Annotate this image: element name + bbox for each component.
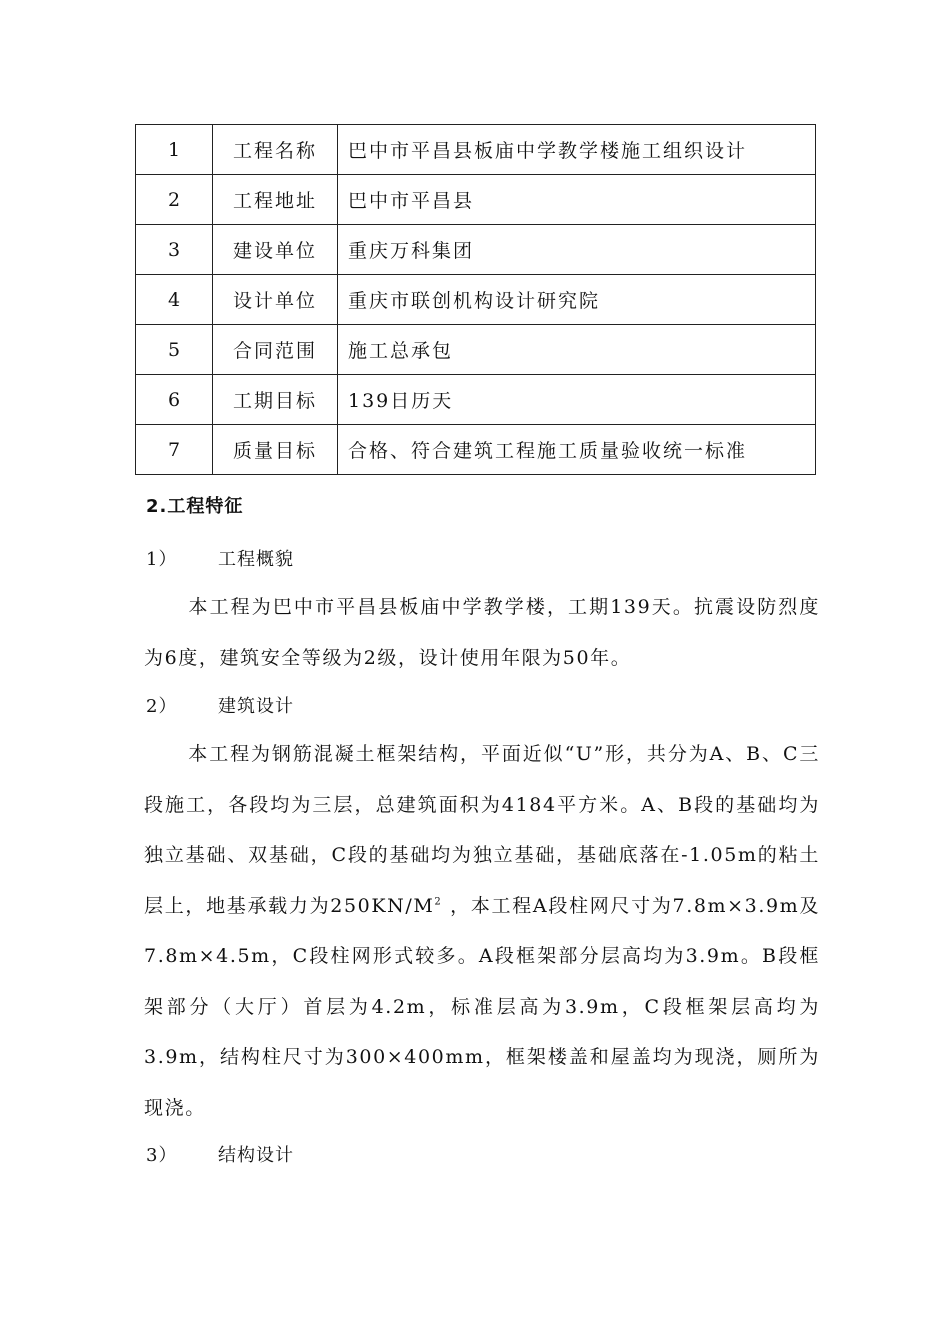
- architecture-text-b: ，本工程A段柱网尺寸为7.8m×3.9m及7.8m×4.5m，C段柱网形式较多。A段框架部分层高均为3.9m。B段框架部分（大厅）首层为4.2m，标准层高为3.9m，C段框架层高均为3.9m，结构柱尺寸为300×400mm，框架楼盖和屋盖均为现浇，厕所为现浇。: [144, 894, 820, 1119]
- row-label: 设计单位: [213, 275, 338, 325]
- architecture-text-a: 本工程为钢筋混凝土框架结构，平面近似“U”形，共分为A、B、C三段施工，各段均为三层，总建筑面积为4184平方米。A、B段的基础均为独立基础、双基础，C段的基础均为独立基础，基础底落在-1.05m的粘土层上，地基承载力为250KN/M: [144, 743, 820, 917]
- overview-paragraph: [144, 582, 820, 683]
- row-label: 工期目标: [213, 375, 338, 425]
- table-row: [136, 325, 816, 375]
- row-number: 2: [136, 175, 213, 225]
- row-value: 施工总承包: [338, 325, 816, 375]
- subsection-overview: [146, 545, 294, 571]
- row-value: 139日历天: [338, 375, 816, 425]
- row-label: 合同范围: [213, 325, 338, 375]
- subsection-architecture: [146, 692, 294, 718]
- overview-text: 本工程为巴中市平昌县板庙中学教学楼，工期139天。抗震设防烈度为6度，建筑安全等级为2级，设计使用年限为50年。: [144, 596, 820, 669]
- subsection-title: 结构设计: [218, 1145, 294, 1166]
- architecture-paragraph: [144, 729, 820, 1133]
- row-number: 5: [136, 325, 213, 375]
- row-label: 质量目标: [213, 425, 338, 475]
- table-row: [136, 425, 816, 475]
- row-label: 工程名称: [213, 125, 338, 175]
- row-value: 重庆万科集团: [338, 225, 816, 275]
- row-number: 6: [136, 375, 213, 425]
- row-value: 合格、符合建筑工程施工质量验收统一标准: [338, 425, 816, 475]
- table-row: [136, 275, 816, 325]
- subsection-title: 建筑设计: [218, 696, 294, 717]
- subsection-title: 工程概貌: [218, 549, 294, 570]
- subsection-number: 2）: [146, 696, 178, 717]
- row-number: 1: [136, 125, 213, 175]
- table-row: [136, 375, 816, 425]
- section-heading: 2.工程特征: [146, 496, 244, 517]
- row-value: 重庆市联创机构设计研究院: [338, 275, 816, 325]
- subsection-number: 3）: [146, 1145, 178, 1166]
- project-info-table: [135, 124, 816, 475]
- subsection-structure: [146, 1141, 294, 1167]
- subsection-number: 1）: [146, 549, 178, 570]
- table-row: [136, 175, 816, 225]
- table-row: [136, 125, 816, 175]
- row-number: 4: [136, 275, 213, 325]
- superscript: 2: [434, 896, 443, 908]
- row-number: 7: [136, 425, 213, 475]
- row-value: 巴中市平昌县: [338, 175, 816, 225]
- row-number: 3: [136, 225, 213, 275]
- row-label: 工程地址: [213, 175, 338, 225]
- row-label: 建设单位: [213, 225, 338, 275]
- table-row: [136, 225, 816, 275]
- row-value: 巴中市平昌县板庙中学教学楼施工组织设计: [338, 125, 816, 175]
